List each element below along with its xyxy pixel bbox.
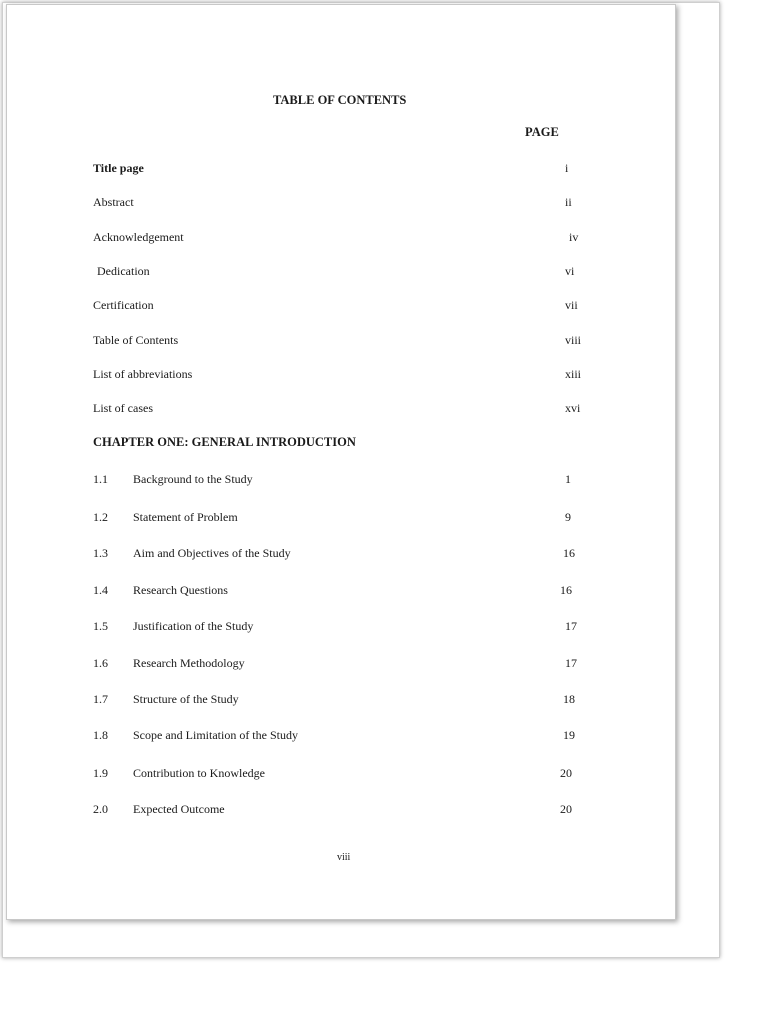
- section-number: 1.3: [93, 546, 108, 560]
- section-page: 16: [560, 583, 572, 597]
- section-page: 20: [560, 766, 572, 780]
- toc-entry-page: iv: [569, 230, 579, 244]
- toc-entry-page: xiii: [565, 367, 582, 381]
- section-label: Expected Outcome: [133, 802, 225, 816]
- toc-entry-label: Abstract: [93, 195, 134, 209]
- section-label: Aim and Objectives of the Study: [133, 546, 291, 560]
- section-number: 1.6: [93, 656, 108, 670]
- section-page: 17: [565, 619, 577, 633]
- section-number: 1.5: [93, 619, 108, 633]
- section-number: 2.0: [93, 802, 108, 816]
- page-title: TABLE OF CONTENTS: [273, 93, 407, 107]
- toc-entry-page: vii: [565, 298, 578, 312]
- section-page: 1: [565, 472, 571, 486]
- section-label: Structure of the Study: [133, 692, 239, 706]
- section-number: 1.2: [93, 510, 108, 524]
- section-number: 1.9: [93, 766, 108, 780]
- section-page: 9: [565, 510, 571, 524]
- section-number: 1.7: [93, 692, 108, 706]
- section-page: 18: [563, 692, 575, 706]
- toc-entry-label: Acknowledgement: [93, 230, 184, 244]
- document-page: [6, 4, 676, 920]
- toc-entry-page: vi: [565, 264, 575, 278]
- toc-entry-label: List of abbreviations: [93, 367, 193, 381]
- section-number: 1.1: [93, 472, 108, 486]
- section-label: Research Questions: [133, 583, 228, 597]
- toc-entry-label: Dedication: [97, 264, 150, 278]
- toc-entry-page: xvi: [565, 401, 581, 415]
- section-label: Research Methodology: [133, 656, 245, 670]
- section-label: Contribution to Knowledge: [133, 766, 265, 780]
- footer-page-number: viii: [337, 852, 351, 863]
- toc-entry-label: List of cases: [93, 401, 153, 415]
- section-label: Scope and Limitation of the Study: [133, 728, 298, 742]
- section-page: 16: [563, 546, 575, 560]
- section-label: Justification of the Study: [133, 619, 254, 633]
- section-page: 17: [565, 656, 577, 670]
- toc-entry-label: Certification: [93, 298, 154, 312]
- section-label: Background to the Study: [133, 472, 253, 486]
- section-page: 19: [563, 728, 575, 742]
- toc-entry-page: ii: [565, 195, 572, 209]
- chapter-heading: CHAPTER ONE: GENERAL INTRODUCTION: [93, 435, 356, 449]
- page-column-header: PAGE: [525, 125, 559, 139]
- toc-entry-label: Title page: [93, 161, 144, 175]
- section-page: 20: [560, 802, 572, 816]
- section-number: 1.4: [93, 583, 108, 597]
- toc-entry-page: i: [565, 161, 569, 175]
- section-label: Statement of Problem: [133, 510, 238, 524]
- toc-entry-page: viii: [565, 333, 582, 347]
- toc-entry-label: Table of Contents: [93, 333, 179, 347]
- section-number: 1.8: [93, 728, 108, 742]
